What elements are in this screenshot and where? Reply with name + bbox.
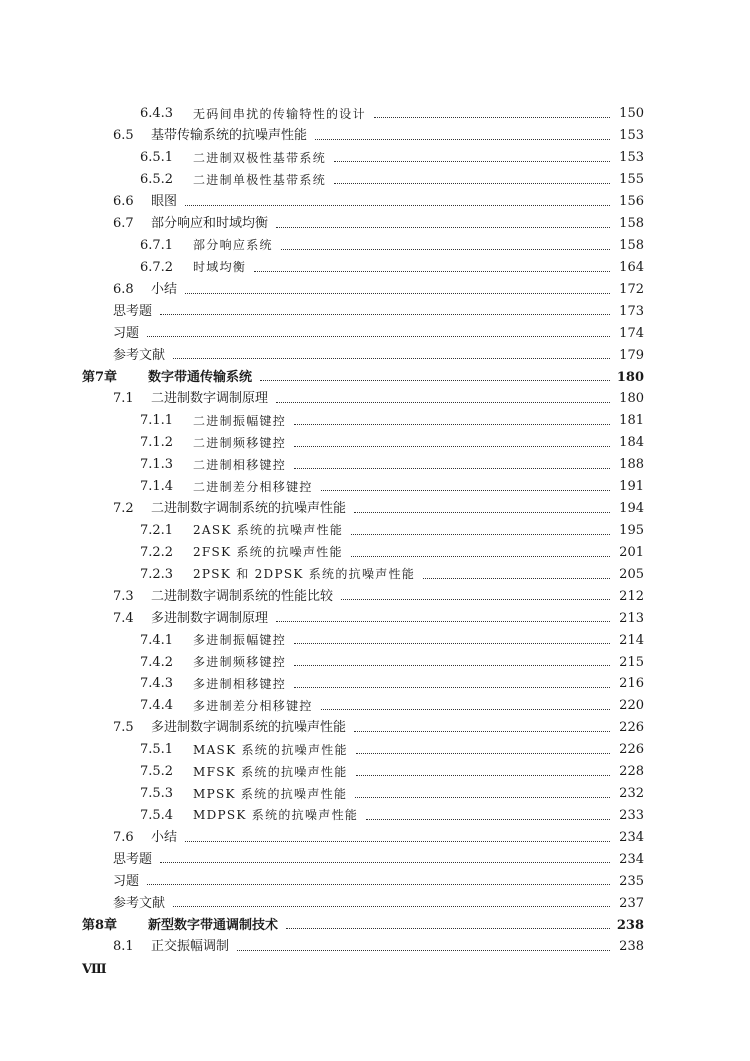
toc-entry-number: 7.4.2 <box>140 654 174 670</box>
toc-entry-row[interactable] <box>0 673 750 695</box>
toc-entry-number: 7.2 <box>113 501 134 517</box>
toc-entry-row[interactable] <box>0 870 750 892</box>
toc-entry-number: 7.4 <box>113 610 134 626</box>
toc-entry-page: 184 <box>619 435 644 451</box>
toc-entry-title: 无码间串扰的传输特性的设计 <box>193 106 366 121</box>
dot-leader <box>315 138 610 140</box>
toc-entry-row[interactable] <box>0 826 750 848</box>
toc-entry-number: 第7章 <box>82 369 118 385</box>
toc-entry-row[interactable] <box>0 695 750 717</box>
toc-entry-page: 153 <box>619 128 644 144</box>
toc-entry-page: 220 <box>619 698 644 714</box>
toc-entry-page: 172 <box>619 281 644 297</box>
dot-leader <box>321 708 610 710</box>
toc-entry-number: 7.2.3 <box>140 566 174 582</box>
dot-leader <box>294 686 610 688</box>
toc-entry-number: 第8章 <box>82 917 118 933</box>
dot-leader <box>173 905 610 907</box>
toc-entry-title: 多进制数字调制系统的抗噪声性能 <box>151 720 347 736</box>
toc-entry-title: 2FSK 系统的抗噪声性能 <box>193 545 343 560</box>
toc-entry-page: 191 <box>619 479 644 495</box>
toc-entry-title: MFSK 系统的抗噪声性能 <box>193 764 348 779</box>
toc-entry-page: 156 <box>619 194 644 210</box>
toc-entry-title: 二进制双极性基带系统 <box>193 150 327 165</box>
toc-entry-title: 二进制数字调制原理 <box>151 391 269 407</box>
toc-entry-page: 158 <box>619 216 644 232</box>
dot-leader <box>354 730 610 732</box>
toc-entry-page: 212 <box>619 588 644 604</box>
toc-entry-page: 238 <box>619 939 644 955</box>
toc-entry-page: 174 <box>619 325 644 341</box>
toc-entry-row[interactable] <box>0 651 750 673</box>
toc-entry-row[interactable] <box>0 783 750 805</box>
toc-entry-row[interactable] <box>0 498 750 520</box>
toc-entry-row[interactable] <box>0 936 750 958</box>
toc-entry-row[interactable] <box>0 169 750 191</box>
toc-entry-row[interactable] <box>0 585 750 607</box>
toc-entry-title: 参考文献 <box>113 895 166 911</box>
dot-leader <box>294 642 610 644</box>
toc-entry-title: 二进制差分相移键控 <box>193 479 313 494</box>
toc-entry-row[interactable] <box>0 454 750 476</box>
toc-entry-title: 思考题 <box>113 303 153 319</box>
dot-leader <box>294 445 610 447</box>
toc-entry-number: 7.5.1 <box>140 742 174 758</box>
toc-entry-title: 多进制振幅键控 <box>193 633 287 648</box>
toc-entry-page: 234 <box>619 851 644 867</box>
dot-leader <box>147 335 610 337</box>
toc-entry-page: 234 <box>619 829 644 845</box>
toc-entry-title: 二进制数字调制系统的抗噪声性能 <box>151 501 347 517</box>
toc-entry-row[interactable] <box>0 388 750 410</box>
toc-entry-number: 7.1.1 <box>140 413 174 429</box>
toc-entry-row[interactable] <box>0 344 750 366</box>
toc-entry-number: 7.2.2 <box>140 544 174 560</box>
toc-entry-row[interactable] <box>0 892 750 914</box>
toc-entry-number: 7.3 <box>113 588 134 604</box>
toc-entry-title: 多进制数字调制原理 <box>151 610 269 626</box>
toc-entry-title: MPSK 系统的抗噪声性能 <box>193 786 348 801</box>
toc-entry-row[interactable] <box>0 125 750 147</box>
toc-entry-row[interactable] <box>0 563 750 585</box>
dot-leader <box>334 182 610 184</box>
dot-leader <box>237 949 610 951</box>
toc-entry-number: 7.5.2 <box>140 764 174 780</box>
toc-entry-row[interactable] <box>0 278 750 300</box>
dot-leader <box>276 226 610 228</box>
toc-entry-number: 7.4.1 <box>140 632 174 648</box>
toc-entry-title: 2ASK 系统的抗噪声性能 <box>193 523 344 538</box>
toc-entry-number: 6.7 <box>113 216 134 232</box>
toc-entry-title: 小结 <box>151 829 178 845</box>
dot-leader <box>281 248 610 250</box>
toc-entry-number: 6.5 <box>113 128 134 144</box>
toc-entry-row[interactable] <box>0 476 750 498</box>
toc-entry-number: 6.7.2 <box>140 259 174 275</box>
dot-leader <box>185 204 610 206</box>
dot-leader <box>185 292 610 294</box>
toc-entry-number: 7.6 <box>113 829 134 845</box>
dot-leader <box>276 620 610 622</box>
toc-entry-page: 213 <box>619 610 644 626</box>
toc-entry-page: 233 <box>619 807 644 823</box>
dot-leader <box>294 467 610 469</box>
toc-entry-row[interactable] <box>0 717 750 739</box>
toc-entry-number: 7.5.3 <box>140 786 174 802</box>
toc-entry-title: 时域均衡 <box>193 260 247 275</box>
toc-entry-row[interactable] <box>0 147 750 169</box>
toc-entry-page: 226 <box>619 742 644 758</box>
toc-entry-title: 小结 <box>151 281 178 297</box>
dot-leader <box>355 796 610 798</box>
toc-entry-row[interactable] <box>0 541 750 563</box>
toc-entry-page: 235 <box>619 873 644 889</box>
toc-entry-row[interactable] <box>0 256 750 278</box>
toc-entry-number: 7.4.3 <box>140 676 174 692</box>
toc-entry-row[interactable] <box>0 520 750 542</box>
toc-entry-row[interactable] <box>0 300 750 322</box>
dot-leader <box>374 116 610 118</box>
toc-chapter-row[interactable] <box>0 914 750 936</box>
toc-entry-number: 7.4.4 <box>140 698 174 714</box>
toc-entry-title: 参考文献 <box>113 347 166 363</box>
toc-entry-page: 194 <box>619 501 644 517</box>
toc-entry-number: 6.5.2 <box>140 172 174 188</box>
dot-leader <box>356 774 610 776</box>
toc-entry-number: 7.1 <box>113 391 134 407</box>
dot-leader <box>366 818 610 820</box>
toc-entry-number: 8.1 <box>113 939 134 955</box>
toc-entry-page: 226 <box>619 720 644 736</box>
dot-leader <box>286 927 610 929</box>
toc-entry-title: MASK 系统的抗噪声性能 <box>193 742 348 757</box>
toc-entry-number: 7.1.2 <box>140 435 174 451</box>
toc-entry-number: 7.5 <box>113 720 134 736</box>
toc-entry-title: 二进制振幅键控 <box>193 413 287 428</box>
toc-entry-page: 201 <box>619 544 644 560</box>
toc-entry-row[interactable] <box>0 322 750 344</box>
dot-leader <box>423 577 610 579</box>
toc-entry-row[interactable] <box>0 235 750 257</box>
dot-leader <box>334 160 610 162</box>
toc-entry-page: 188 <box>619 457 644 473</box>
toc-entry-page: 153 <box>619 150 644 166</box>
dot-leader <box>147 883 610 885</box>
toc-entry-page: 205 <box>619 566 644 582</box>
toc-entry-number: 7.1.4 <box>140 479 174 495</box>
dot-leader <box>185 840 610 842</box>
toc-entry-page: 216 <box>619 676 644 692</box>
dot-leader <box>294 664 610 666</box>
toc-entry-title: 新型数字带通调制技术 <box>148 917 279 933</box>
toc-entry-title: 部分响应系统 <box>193 238 273 253</box>
toc-entry-number: 7.2.1 <box>140 522 174 538</box>
toc-entry-title: 习题 <box>113 325 140 341</box>
toc-entry-row[interactable] <box>0 761 750 783</box>
toc-entry-row[interactable] <box>0 432 750 454</box>
toc-entry-title: 基带传输系统的抗噪声性能 <box>151 128 308 144</box>
toc-entry-number: 6.8 <box>113 281 134 297</box>
toc-entry-number: 6.5.1 <box>140 150 174 166</box>
dot-leader <box>351 555 610 557</box>
toc-entry-row[interactable] <box>0 213 750 235</box>
dot-leader <box>356 752 610 754</box>
dot-leader <box>173 357 610 359</box>
dot-leader <box>351 533 610 535</box>
toc-entry-page: 195 <box>619 522 644 538</box>
toc-entry-page: 214 <box>619 632 644 648</box>
toc-entry-page: 181 <box>619 413 644 429</box>
toc-entry-title: 2PSK 和 2DPSK 系统的抗噪声性能 <box>193 567 416 582</box>
toc-entry-title: 正交振幅调制 <box>151 939 230 955</box>
toc-entry-page: 150 <box>619 106 644 122</box>
toc-entry-row[interactable] <box>0 410 750 432</box>
toc-entry-title: 多进制频移键控 <box>193 655 287 669</box>
dot-leader <box>294 423 610 425</box>
toc-entry-page: 237 <box>619 895 644 911</box>
toc-entry-page: 228 <box>619 764 644 780</box>
toc-entry-number: 6.4.3 <box>140 106 174 122</box>
toc-entry-row[interactable] <box>0 629 750 651</box>
toc-entry-row[interactable] <box>0 848 750 870</box>
toc-entry-page: 173 <box>619 303 644 319</box>
toc-entry-number: 6.6 <box>113 194 134 210</box>
toc-entry-title: 数字带通传输系统 <box>148 369 253 385</box>
dot-leader <box>260 379 610 381</box>
toc-entry-title: 多进制相移键控 <box>193 676 287 691</box>
toc-entry-title: 思考题 <box>113 851 153 867</box>
toc-entry-row[interactable] <box>0 739 750 761</box>
toc-chapter-row[interactable] <box>0 366 750 388</box>
dot-leader <box>160 313 610 315</box>
toc-entry-page: 238 <box>616 917 644 933</box>
toc-entry-page: 215 <box>619 654 644 670</box>
toc-entry-page: 180 <box>619 391 644 407</box>
toc-entry-page: 164 <box>619 259 644 275</box>
dot-leader <box>160 861 610 863</box>
toc-entry-title: MDPSK 系统的抗噪声性能 <box>193 808 359 823</box>
toc-entry-page: 179 <box>619 347 644 363</box>
toc-entry-title: 二进制数字调制系统的性能比较 <box>151 588 334 604</box>
toc-entry-title: 二进制相移键控 <box>193 457 287 472</box>
toc-entry-title: 多进制差分相移键控 <box>193 698 313 713</box>
toc-entry-page: 155 <box>619 172 644 188</box>
toc-entry-row[interactable] <box>0 191 750 213</box>
toc-entry-title: 部分响应和时域均衡 <box>151 216 269 232</box>
toc-entry-title: 二进制单极性基带系统 <box>193 172 327 187</box>
toc-entry-page: 158 <box>619 237 644 253</box>
page-number: Ⅷ <box>82 962 107 977</box>
toc-entry-number: 7.5.4 <box>140 807 174 823</box>
dot-leader <box>354 511 610 513</box>
toc-entry-row[interactable] <box>0 607 750 629</box>
dot-leader <box>254 270 610 272</box>
toc-entry-title: 眼图 <box>151 194 178 210</box>
dot-leader <box>276 401 610 403</box>
table-of-contents <box>0 103 750 958</box>
toc-entry-title: 二进制频移键控 <box>193 435 287 450</box>
toc-entry-number: 7.1.3 <box>140 457 174 473</box>
toc-entry-row[interactable] <box>0 103 750 125</box>
toc-entry-title: 习题 <box>113 873 140 889</box>
dot-leader <box>341 598 610 600</box>
toc-entry-row[interactable] <box>0 805 750 827</box>
dot-leader <box>321 489 610 491</box>
toc-entry-page: 232 <box>619 786 644 802</box>
toc-entry-page: 180 <box>616 369 644 385</box>
toc-entry-number: 6.7.1 <box>140 237 174 253</box>
